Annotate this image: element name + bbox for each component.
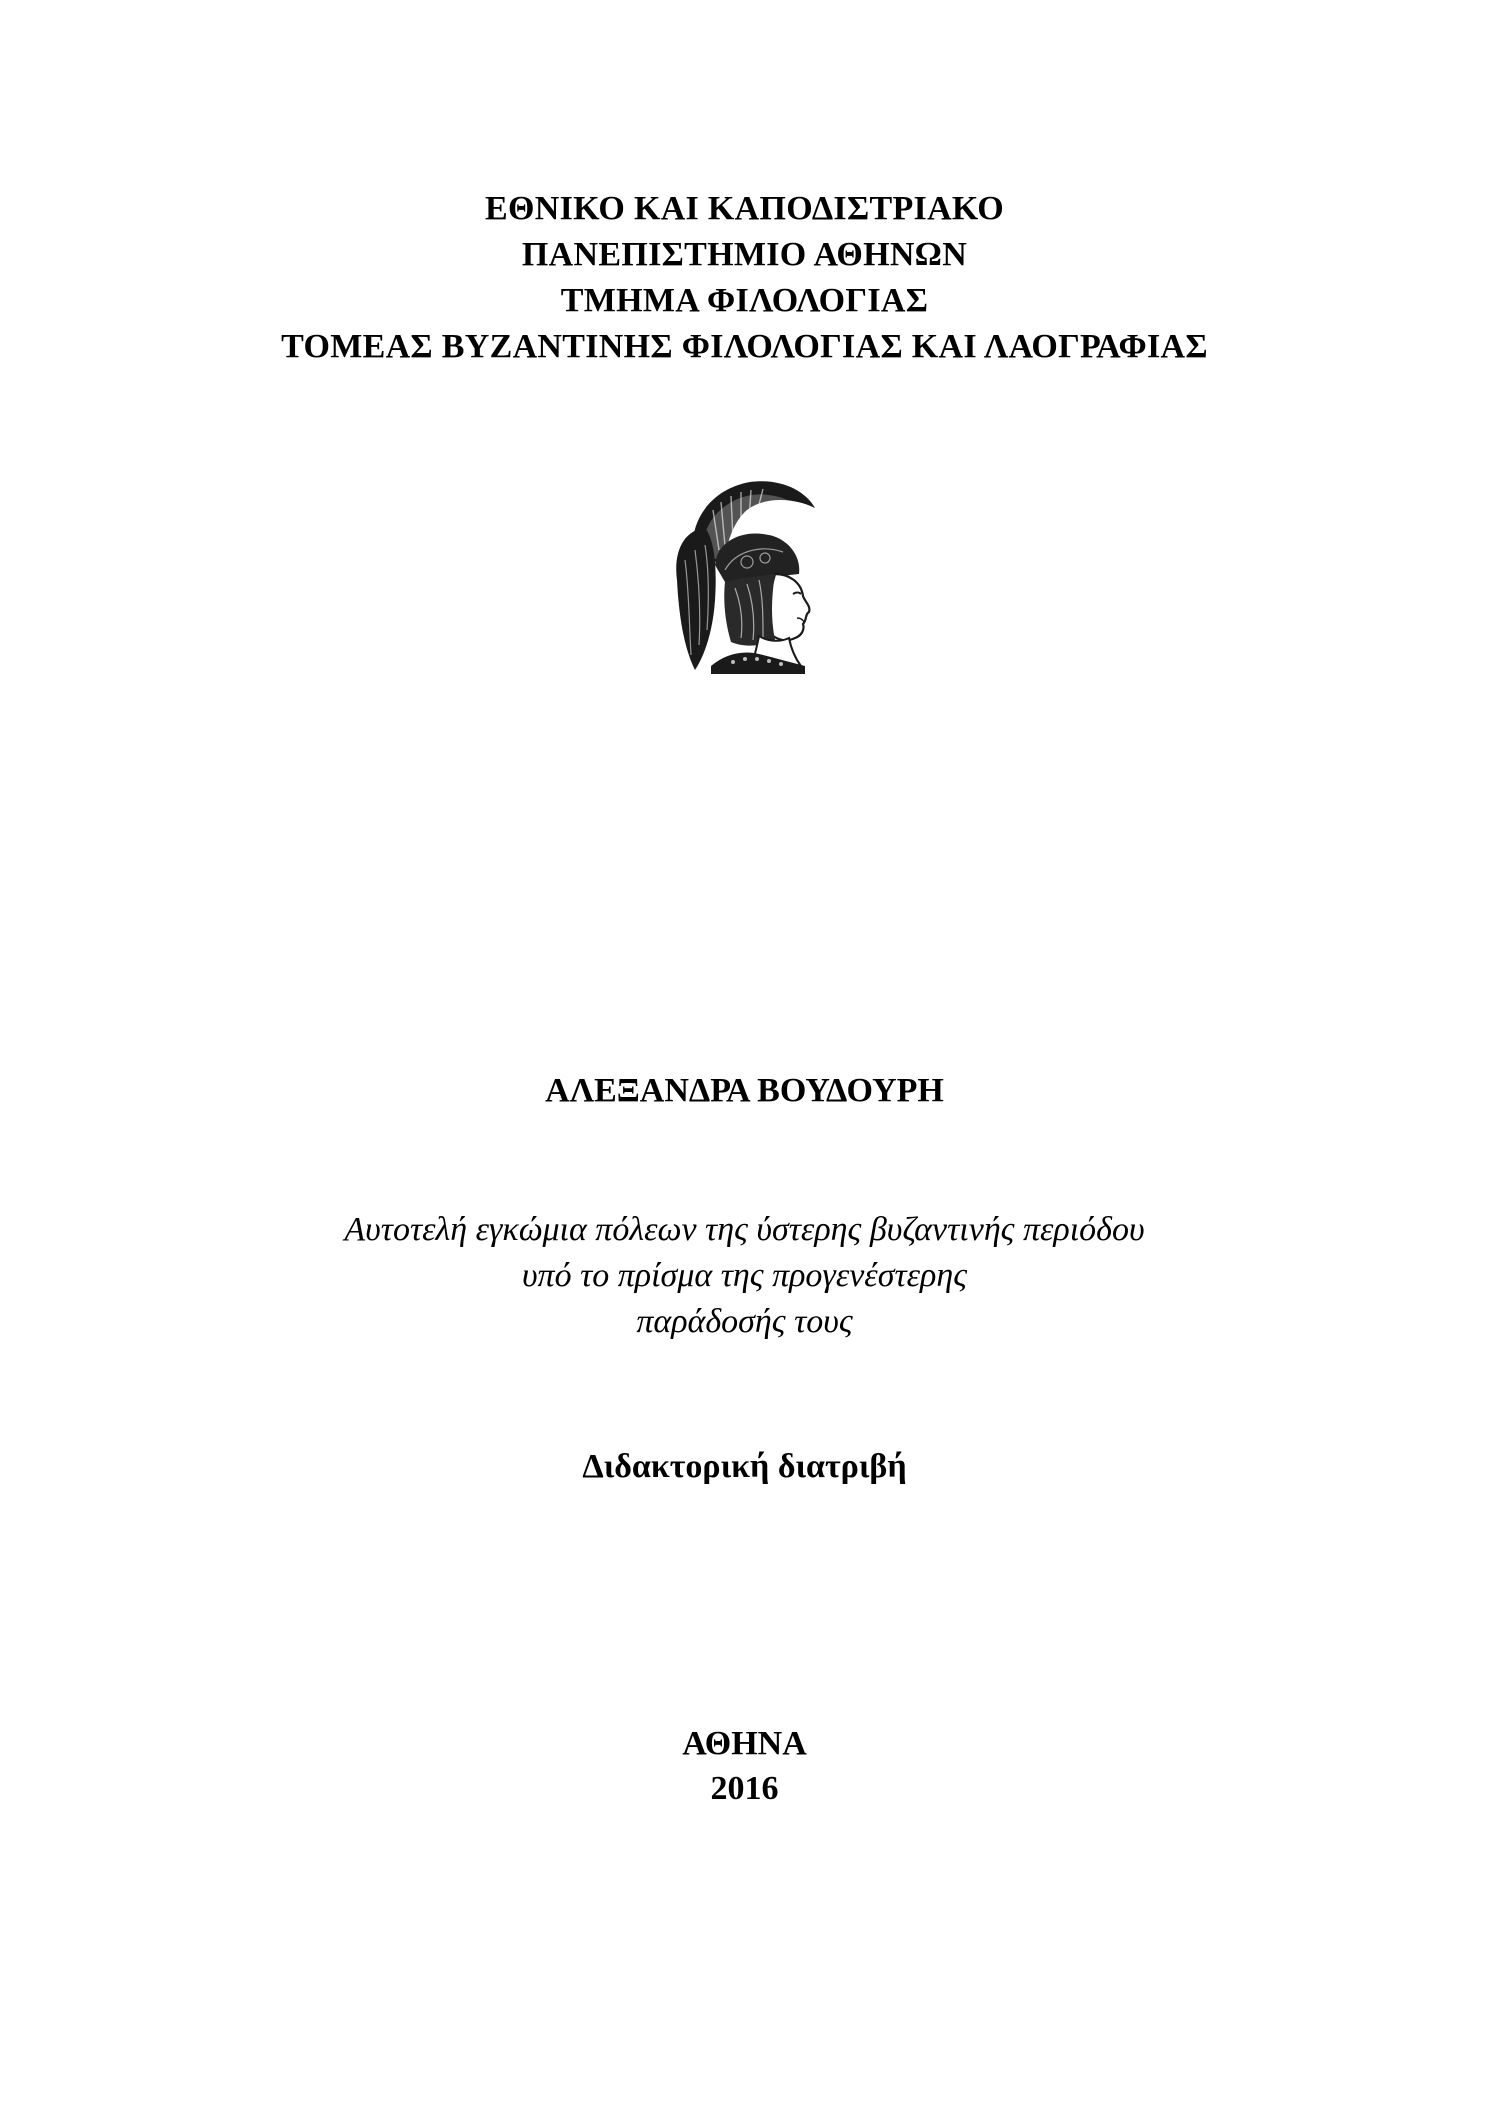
place: ΑΘΗΝΑ [682,1725,807,1762]
title-line: Αυτοτελή εγκώμια πόλεων της ύστερης βυζαντινής περιόδου [344,1211,1145,1248]
header-line: ΕΘΝΙΚΟ ΚΑΙ ΚΑΠΟΔΙΣΤΡΙΑΚΟ [485,190,1004,227]
thesis-title [0,1207,1489,1345]
athena-head-emblem-icon [655,470,827,680]
header-line: ΠΑΝΕΠΙΣΤΗΜΙΟ ΑΘΗΝΩΝ [521,236,968,273]
title-line: παράδοσής τους [636,1303,853,1340]
institution-header [0,186,1489,370]
title-line: υπό το πρίσμα της προγενέστερης [521,1257,968,1294]
author-name: ΑΛΕΞΑΝΔΡΑ ΒΟΥΔΟΥΡΗ [545,1072,944,1109]
year: 2016 [710,1770,779,1807]
header-line: ΤΟΜΕΑΣ ΒΥΖΑΝΤΙΝΗΣ ΦΙΛΟΛΟΓΙΑΣ ΚΑΙ ΛΑΟΓΡΑΦΙΑΣ [281,328,1208,365]
header-line: ΤΜΗΜΑ ΦΙΛΟΛΟΓΙΑΣ [560,282,929,319]
document-type: Διδακτορική διατριβή [582,1448,907,1485]
